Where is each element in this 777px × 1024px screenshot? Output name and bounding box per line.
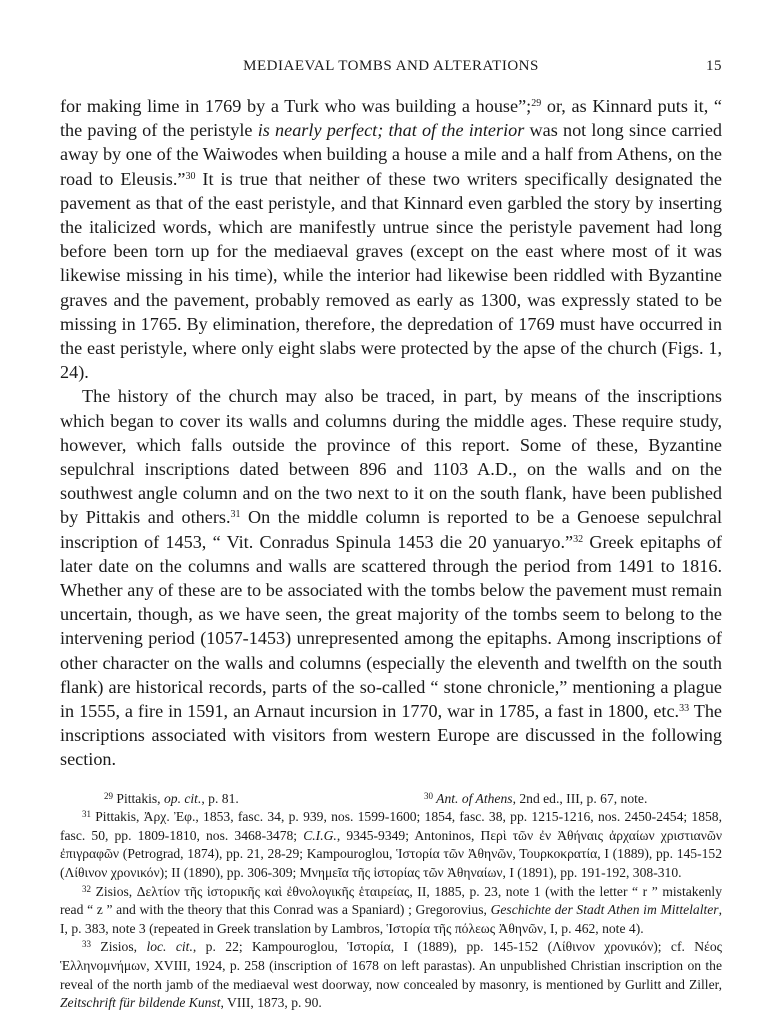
text-run: It is true that neither of these two writers specifically designated the pavement as that of the east peristyle, and that Kinnard even garbled the story by inserting the italicized words, which are manifestly untrue since the peristyle pavement had long before been torn up for the mediaeval graves (except on the east where most of it was likewise missing in his time), while the interior had likewise been riddled with Byzantine graves and the pavement, probably removed as early as 1300, was expressly stated to be missing in 1765. By elimination, therefore, the depredation of 1769 must have occurred in the east peristyle, where only eight slabs were protected by the apse of the church (Figs. 1, 24). [60,168,722,383]
text-run: , p. 81. [201,790,239,806]
text-run: Zisios, [91,939,147,955]
text-run: Greek epitaphs of later date on the columns and walls are scattered through the period from 1491 to 1816. Whether any of these are to be associated with the tombs below the pavement must remain uncertain, though, as we have seen, the great majority of the tombs seem to belong to the intervening period (1057-1453) unrepresented among the epitaphs. Among inscriptions of other character on the walls and columns (especially the eleventh and twelfth on the south flank) are historical records, parts of the so-called “ stone chronicle,” mentioning a plague in 1555, a fire in 1591, an Arnaut incursion in 1770, war in 1785, a fast in 1800, etc. [60,531,722,722]
text-run: The history of the church may also be traced, in part, by means of the inscriptions which began to cover its walls and columns during the middle ages. These require study, however, which falls outside the province of this report. Some of these, Byzantine sepulchral inscriptions dated between 896 and 1103 A.D., on the walls and on the southwest angle column and on the two next to it on the south flank, have been published by Pittakis and others. [60,386,722,528]
footnote-number: 29 [104,790,113,801]
text-run: , p. 22; Kampouroglou, Ἱστορία, I (1889), pp. 145-152 (Λίθινον χρονικόν); cf. Νέος Ἑλληνομνήμων, XVIII, 1924, p. 258 (inscription of 1678 on left parastas). An unpublished Christian inscription on the reveal of the north jamb of the mediaeval west doorway, now concealed by masonry, is mentioned by Gurlitt and Ziller, [60,939,722,992]
running-head: MEDIAEVAL TOMBS AND ALTERATIONS [243,58,539,74]
footnote-29 [60,790,402,809]
footnote-32 [60,883,722,939]
footnote-ref-32: 32 [573,533,584,545]
italic-run: loc. cit. [146,939,193,955]
footnote-number: 33 [82,939,91,950]
footnotes [60,790,722,1013]
italic-run: C.I.G. [303,827,337,843]
page [60,58,722,1013]
italic-run: is nearly perfect; that of the interior [257,120,525,141]
footnote-ref-30: 30 [185,170,196,182]
footnote-row-29-30 [60,790,722,809]
footnote-31 [60,808,722,882]
page-number: 15 [706,58,722,74]
text-run: Pittakis, [113,790,164,806]
text-run: was not long since carried away by one of the Waiwodes when building a house a mile and a half from Athens, on the road to Eleusis.” [60,120,722,189]
footnote-33 [60,938,722,1012]
italic-run: op. cit. [163,790,202,806]
italic-run: Zeitschrift für bildende Kunst [60,995,221,1011]
footnote-ref-33: 33 [679,703,690,715]
footnote-ref-31: 31 [230,509,241,521]
page-header [60,58,722,80]
text-run: , VIII, 1873, p. 90. [220,995,322,1011]
paragraph-2 [60,384,722,771]
footnote-number: 32 [82,883,91,894]
italic-run: Ant. of Athens [433,790,513,806]
text-run: or, as Kinnard puts it, “ the paving of the peristyle [60,96,723,141]
body-text [60,94,722,772]
text-run: On the middle column is reported to be a Genoese sepulchral inscription of 1453, “ Vit. Conradus Spinula 1453 die 20 yanuaryo.” [60,507,722,552]
footnote-30 [402,790,722,809]
text-run: The inscriptions associated with visitors from western Europe are discussed in the following section. [60,701,722,770]
text-run: Pittakis, Ἀρχ. Ἐφ., 1853, fasc. 34, p. 939, nos. 1599-1600; 1854, fasc. 38, pp. 1215-1216, nos. 2450-2454; 1858, fasc. 50, pp. 1809-1810, nos. 3468-3478; [60,809,722,843]
footnote-number: 31 [82,809,91,820]
footnote-ref-29: 29 [531,98,542,109]
text-run: , 9345-9349; Antoninos, Περὶ τῶν ἐν Ἀθήναις ἀρχαίων χριστιανῶν ἐπιγραφῶν (Petrograd, 1874), pp. 21, 28-29; Kampouroglou, Ἱστορία τῶν Ἀθηνῶν, Τουρκοκρατία, I (1889), pp. 145-152 (Λίθινον χρονικόν); II (1890), pp. 306-309; Μνημεῖα τῆς ἱστορίας τῶν Ἀθηναίων, I (1891), pp. 191-192, 308-310. [60,827,722,881]
text-run: for making lime in 1769 by a Turk who was building a house”; [60,96,532,116]
italic-run: Geschichte der Stadt Athen im Mittelalter [490,902,719,918]
text-run: , I, p. 383, note 3 (repeated in Greek translation by Lambros, Ἱστορία τῆς πόλεως Ἀθηνῶν, I, p. 462, note 4). [60,902,722,936]
paragraph-1 [60,94,722,384]
text-run: , 2nd ed., III, p. 67, note. [512,790,648,806]
footnote-number: 30 [424,790,433,801]
text-run: Zisios, Δελτίον τῆς ἱστορικῆς καὶ ἐθνολογικῆς ἑταιρείας, II, 1885, p. 23, note 1 (with the letter “ r ” mistakenly read “ z ” and with the theory that this Conrad was a Spaniard) ; Gregorovius, [60,883,722,918]
